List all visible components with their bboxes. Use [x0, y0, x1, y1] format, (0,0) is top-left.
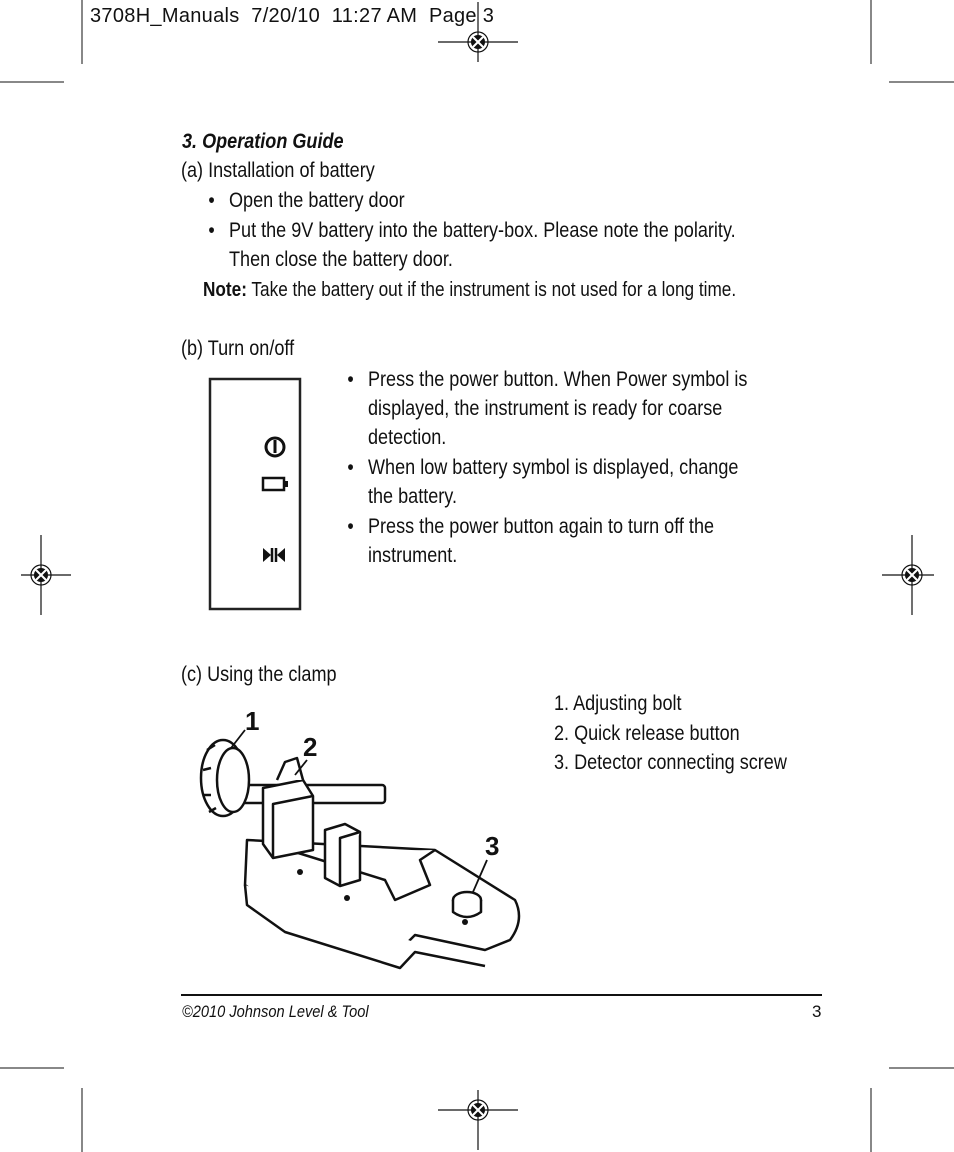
list-item: • Press the power button again to turn off the: [368, 512, 714, 542]
list-item: • Put the 9V battery into the battery-box. Please note the polarity.: [229, 216, 736, 246]
part-label-3: 3. Detector connecting screw: [554, 751, 787, 774]
registration-mark-right: [872, 535, 952, 615]
page-number: 3: [812, 1002, 822, 1021]
part-label-1: 1. Adjusting bolt: [554, 692, 682, 715]
registration-mark-bottom: [438, 1070, 518, 1150]
bullet: •: [208, 219, 215, 242]
battery-note: [203, 276, 736, 306]
callout-2: 2: [303, 732, 318, 762]
note-label: Note:: [203, 279, 247, 301]
subsection-c-heading: (c) Using the clamp: [181, 663, 337, 686]
clamp-illustration: [185, 700, 535, 970]
bullet: •: [347, 368, 354, 391]
list-item: • When low battery symbol is displayed, change: [368, 453, 738, 483]
list-item: • Open the battery door: [229, 186, 405, 216]
subsection-b-heading: (b) Turn on/off: [181, 337, 295, 360]
section-title: 3. Operation Guide: [182, 130, 344, 153]
callout-1: 1: [245, 706, 260, 736]
subsection-a-heading: (a) Installation of battery: [181, 159, 375, 182]
list-item-continuation: detection.: [368, 426, 447, 449]
list-item-continuation: instrument.: [368, 544, 458, 567]
note-text: Take the battery out if the instrument is not used for a long time.: [246, 279, 737, 301]
part-label-2: 2. Quick release button: [554, 722, 740, 745]
bullet: •: [347, 456, 354, 479]
list-item-continuation: Then close the battery door.: [229, 248, 453, 271]
bullet: •: [208, 189, 215, 212]
list-item-continuation: the battery.: [368, 485, 458, 508]
bullet: •: [347, 515, 354, 538]
display-panel-illustration: [205, 374, 305, 614]
list-item-continuation: displayed, the instrument is ready for coarse: [368, 397, 723, 420]
list-item: • Press the power button. When Power symbol is: [368, 365, 747, 395]
footer-copyright: ©2010 Johnson Level & Tool: [182, 1002, 369, 1021]
print-slug: 3708H_Manuals 7/20/10 11:27 AM Page 3: [90, 5, 495, 27]
registration-mark-left: [1, 535, 81, 615]
footer-rule: [181, 994, 822, 996]
callout-3: 3: [485, 831, 500, 861]
